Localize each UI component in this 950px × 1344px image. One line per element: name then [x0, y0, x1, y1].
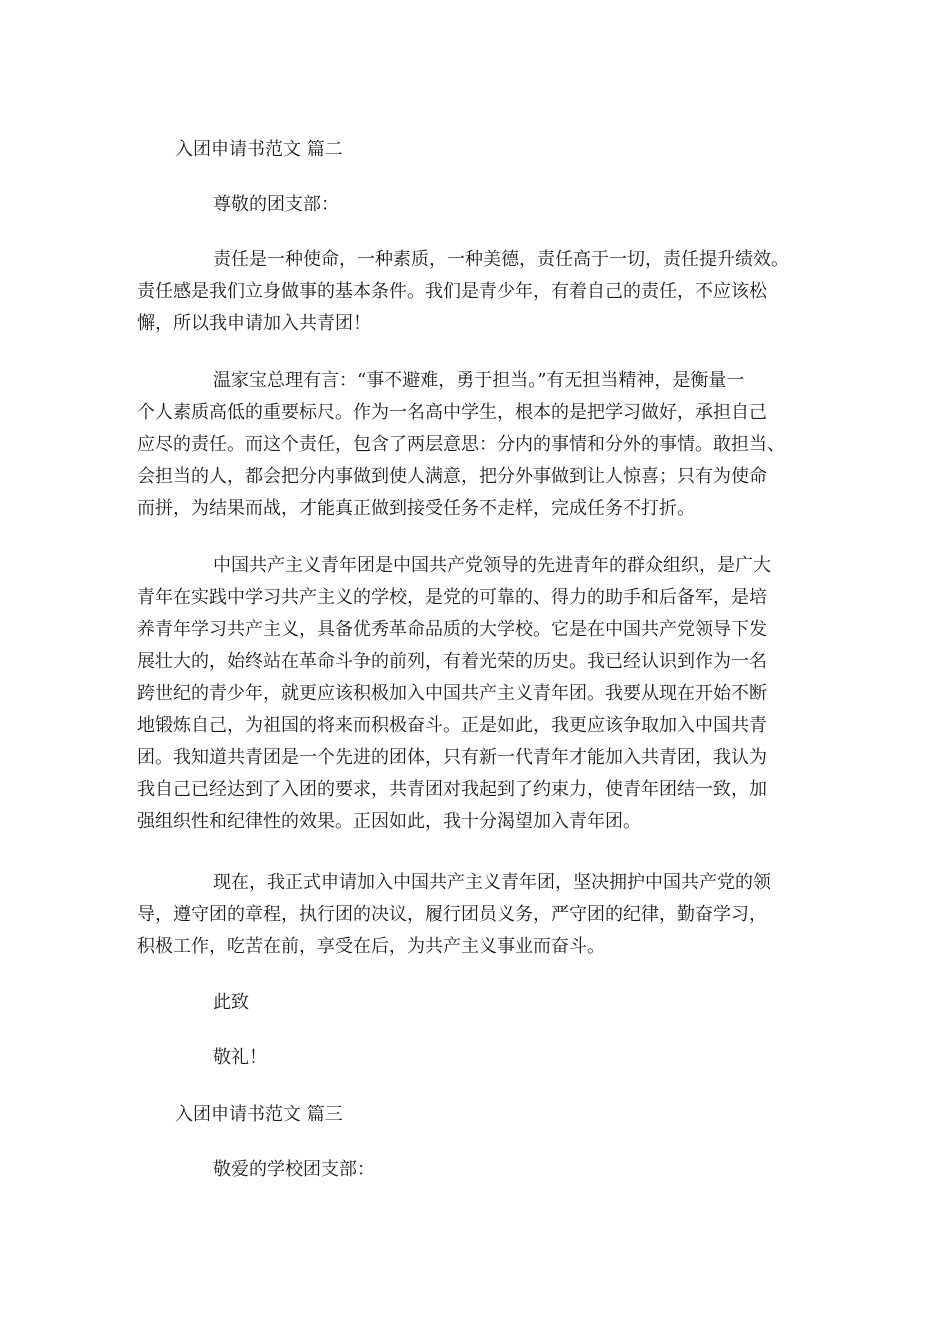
paragraph-line: 现在，我正式申请加入中国共产主义青年团，坚决拥护中国共产党的领: [213, 872, 771, 893]
section-heading-2: 入团申请书范文 篇二: [175, 139, 343, 160]
paragraph-quote: [137, 365, 817, 525]
paragraph-line: 地锻炼自己，为祖国的将来而积极奋斗。正是如此，我更应该争取加入中国共青: [137, 715, 767, 736]
paragraph-line: 责任是一种使命，一种素质，一种美德，责任高于一切，责任提升绩效。: [213, 249, 789, 270]
paragraph-line: 懈，所以我申请加入共青团！: [137, 313, 371, 334]
paragraph-line: 应尽的责任。而这个责任，包含了两层意思：分内的事情和分外的事情。敢担当、: [137, 434, 785, 455]
paragraph-league-intro: [137, 550, 817, 838]
paragraph-line: 而拼，为结果而战，才能真正做到接受任务不走样，完成任务不打折。: [137, 498, 695, 519]
paragraph-line: 团。我知道共青团是一个先进的团体，只有新一代青年才能加入共青团，我认为: [137, 747, 767, 768]
paragraph-line: 跨世纪的青少年，就更应该积极加入中国共产主义青年团。我要从现在开始不断: [137, 683, 767, 704]
closing-line-2: 敬礼！: [213, 1047, 267, 1068]
paragraph-line: 会担当的人，都会把分内事做到使人满意，把分外事做到让人惊喜；只有为使命: [137, 466, 767, 487]
paragraph-line: 展壮大的，始终站在革命斗争的前列，有着光荣的历史。我已经认识到作为一名: [137, 651, 767, 672]
paragraph-line: 导，遵守团的章程，执行团的决议，履行团员义务，严守团的纪律，勤奋学习，: [137, 904, 767, 925]
closing-line-1: 此致: [213, 992, 249, 1013]
paragraph-line: 温家宝总理有言：“事不避难，勇于担当。”有无担当精神，是衡量一: [213, 370, 745, 391]
paragraph-line: 青年在实践中学习共产主义的学校，是党的可靠的、得力的助手和后备军，是培: [137, 587, 767, 608]
paragraph-line: 积极工作，吃苦在前，享受在后，为共产主义事业而奋斗。: [137, 936, 605, 957]
paragraph-line: 责任感是我们立身做事的基本条件。我们是青少年，有着自己的责任，不应该松: [137, 281, 767, 302]
paragraph-line: 我自己已经达到了入团的要求，共青团对我起到了约束力，使青年团结一致，加: [137, 779, 767, 800]
salutation-3: 敬爱的学校团支部：: [213, 1159, 375, 1180]
paragraph-application: [137, 867, 817, 963]
paragraph-line: 个人素质高低的重要标尺。作为一名高中学生，根本的是把学习做好，承担自己: [137, 402, 767, 423]
salutation-2: 尊敬的团支部：: [213, 194, 339, 215]
paragraph-line: 中国共产主义青年团是中国共产党领导的先进青年的群众组织，是广大: [213, 555, 771, 576]
paragraph-line: 强组织性和纪律性的效果。正因如此，我十分渴望加入青年团。: [137, 811, 641, 832]
paragraph-line: 养青年学习共产主义，具备优秀革命品质的大学校。它是在中国共产党领导下发: [137, 619, 767, 640]
section-heading-3: 入团申请书范文 篇三: [175, 1104, 343, 1125]
paragraph-responsibility: [137, 244, 817, 340]
